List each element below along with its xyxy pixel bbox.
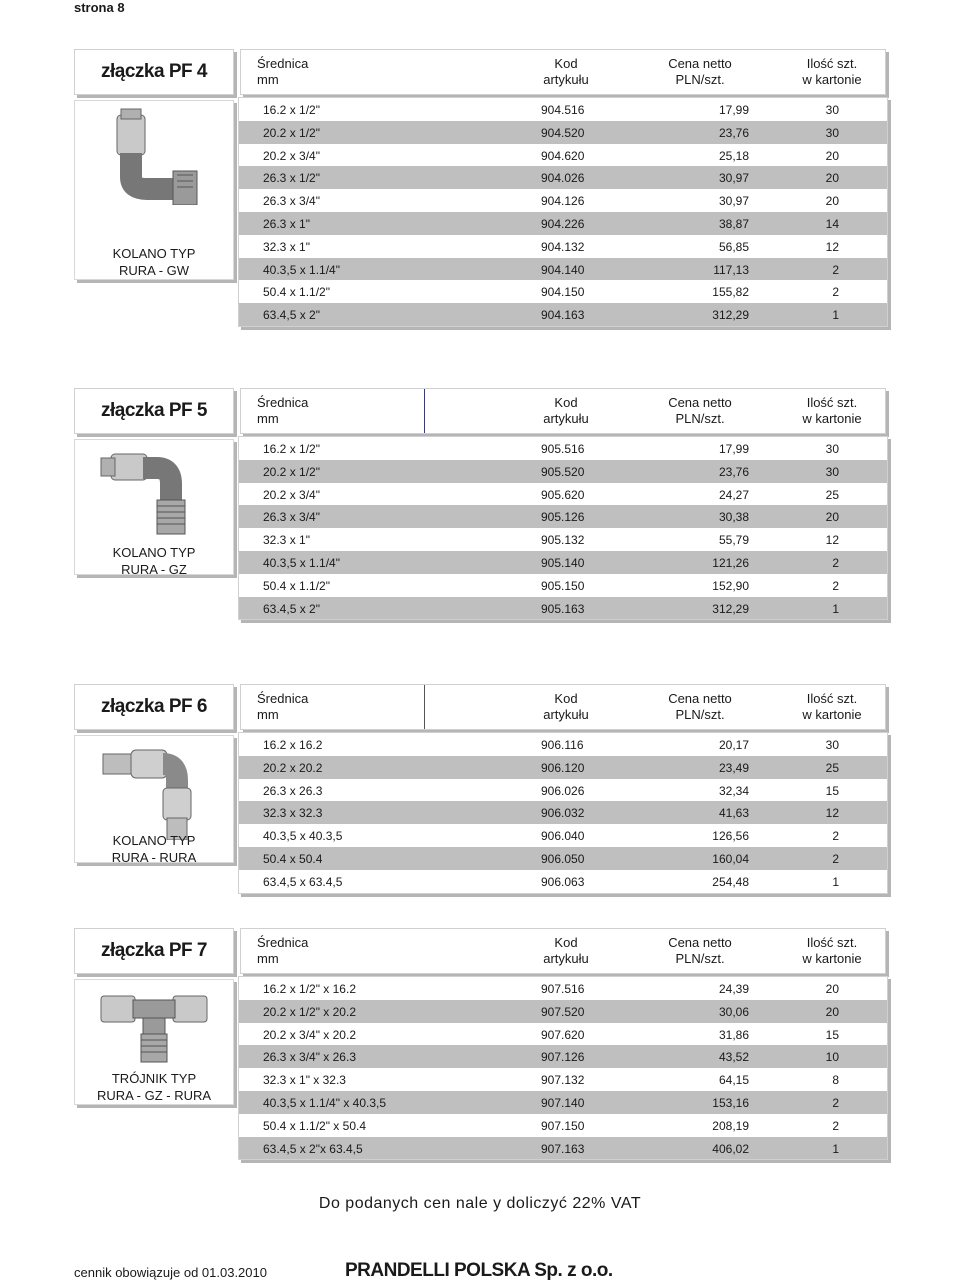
elbow-female-thread-icon <box>97 105 211 205</box>
column-header-dim: Średnica mm <box>257 691 309 722</box>
table-row: 16.2 x 1/2" 904.516 17,99 30 <box>239 98 887 121</box>
table-row: 20.2 x 1/2" x 20.2 907.520 30,06 20 <box>239 1000 887 1023</box>
section-title: złączka PF 7 <box>74 928 234 974</box>
column-header-dim: Średnica mm <box>257 395 309 426</box>
table-row: 32.3 x 1" x 32.3 907.132 64,15 8 <box>239 1068 887 1091</box>
product-caption: KOLANO TYP RURA - GW <box>112 246 196 278</box>
company-name: PRANDELLI POLSKA Sp. z o.o. <box>345 1260 613 1281</box>
table-row: 63.4,5 x 2" 904.163 312,29 1 <box>239 303 887 326</box>
price-table <box>238 976 888 1160</box>
price-table <box>238 436 888 620</box>
table-row: 16.2 x 1/2" x 16.2 907.516 24,39 20 <box>239 977 887 1000</box>
section-title: złączka PF 5 <box>74 388 234 434</box>
column-header-qty: Ilość szt. w kartonie <box>802 935 862 966</box>
table-row: 26.3 x 26.3 906.026 32,34 15 <box>239 779 887 802</box>
column-header-dim: Średnica mm <box>257 56 309 87</box>
table-row: 26.3 x 1" 904.226 38,87 14 <box>239 212 887 235</box>
table-row: 32.3 x 1" 904.132 56,85 12 <box>239 235 887 258</box>
column-header-price: Cena netto PLN/szt. <box>668 691 732 722</box>
table-row: 50.4 x 1.1/2" 905.150 152,90 2 <box>239 574 887 597</box>
table-row: 26.3 x 3/4" 905.126 30,38 20 <box>239 505 887 528</box>
table-row: 20.2 x 3/4" 904.620 25,18 20 <box>239 144 887 167</box>
price-list-validity: cennik obowiązuje od 01.03.2010 <box>74 1265 267 1280</box>
column-header-price: Cena netto PLN/szt. <box>668 935 732 966</box>
column-header-code: Kod artykułu <box>543 935 589 966</box>
table-row: 40.3,5 x 40.3,5 906.040 126,56 2 <box>239 824 887 847</box>
column-header-qty: Ilość szt. w kartonie <box>802 395 862 426</box>
product-caption: TRÓJNIK TYP RURA - GZ - RURA <box>96 1071 212 1103</box>
table-row: 16.2 x 1/2" 905.516 17,99 30 <box>239 437 887 460</box>
table-row: 20.2 x 20.2 906.120 23,49 25 <box>239 756 887 779</box>
table-row: 20.2 x 3/4" 905.620 24,27 25 <box>239 483 887 506</box>
column-header-code: Kod artykułu <box>543 395 589 426</box>
section-title: złączka PF 6 <box>74 684 234 730</box>
column-header-code: Kod artykułu <box>543 691 589 722</box>
table-row: 16.2 x 16.2 906.116 20,17 30 <box>239 733 887 756</box>
column-header-price: Cena netto PLN/szt. <box>668 56 732 87</box>
table-row: 50.4 x 1.1/2" x 50.4 907.150 208,19 2 <box>239 1114 887 1137</box>
product-caption: KOLANO TYP RURA - RURA <box>111 833 197 865</box>
column-header-code: Kod artykułu <box>543 56 589 87</box>
product-panel <box>74 979 234 1105</box>
product-caption: KOLANO TYP RURA - GZ <box>112 545 196 577</box>
table-row: 50.4 x 1.1/2" 904.150 155,82 2 <box>239 280 887 303</box>
section-title: złączka PF 4 <box>74 49 234 95</box>
table-row: 20.2 x 3/4" x 20.2 907.620 31,86 15 <box>239 1023 887 1046</box>
elbow-pipe-pipe-icon <box>97 740 211 840</box>
table-row: 20.2 x 1/2" 904.520 23,76 30 <box>239 121 887 144</box>
header-divider <box>424 685 425 729</box>
table-row: 40.3,5 x 1.1/4" x 40.3,5 907.140 153,16 2 <box>239 1091 887 1114</box>
price-table <box>238 97 888 327</box>
table-row: 63.4,5 x 2"x 63.4,5 907.163 406,02 1 <box>239 1137 887 1160</box>
column-header-price: Cena netto PLN/szt. <box>668 395 732 426</box>
table-row: 63.4,5 x 63.4,5 906.063 254,48 1 <box>239 870 887 893</box>
table-row: 32.3 x 32.3 906.032 41,63 12 <box>239 801 887 824</box>
table-header <box>240 684 886 730</box>
table-row: 40.3,5 x 1.1/4" 904.140 117,13 2 <box>239 258 887 281</box>
table-row: 26.3 x 3/4" 904.126 30,97 20 <box>239 189 887 212</box>
tee-fitting-icon <box>97 984 211 1084</box>
page-label: strona 8 <box>74 0 125 15</box>
table-row: 26.3 x 3/4" x 26.3 907.126 43,52 10 <box>239 1045 887 1068</box>
column-header-qty: Ilość szt. w kartonie <box>802 56 862 87</box>
table-header <box>240 928 886 974</box>
table-row: 26.3 x 1/2" 904.026 30,97 20 <box>239 166 887 189</box>
table-row: 20.2 x 1/2" 905.520 23,76 30 <box>239 460 887 483</box>
product-panel <box>74 100 234 280</box>
table-row: 32.3 x 1" 905.132 55,79 12 <box>239 528 887 551</box>
table-header <box>240 388 886 434</box>
price-table <box>238 732 888 894</box>
table-row: 40.3,5 x 1.1/4" 905.140 121,26 2 <box>239 551 887 574</box>
product-panel <box>74 439 234 575</box>
table-row: 63.4,5 x 2" 905.163 312,29 1 <box>239 597 887 620</box>
product-panel <box>74 735 234 863</box>
table-row: 50.4 x 50.4 906.050 160,04 2 <box>239 847 887 870</box>
elbow-male-thread-icon <box>97 444 211 544</box>
column-header-qty: Ilość szt. w kartonie <box>802 691 862 722</box>
table-header <box>240 49 886 95</box>
vat-note: Do podanych cen nale y doliczyć 22% VAT <box>318 1195 642 1212</box>
header-divider <box>424 389 425 433</box>
column-header-dim: Średnica mm <box>257 935 309 966</box>
